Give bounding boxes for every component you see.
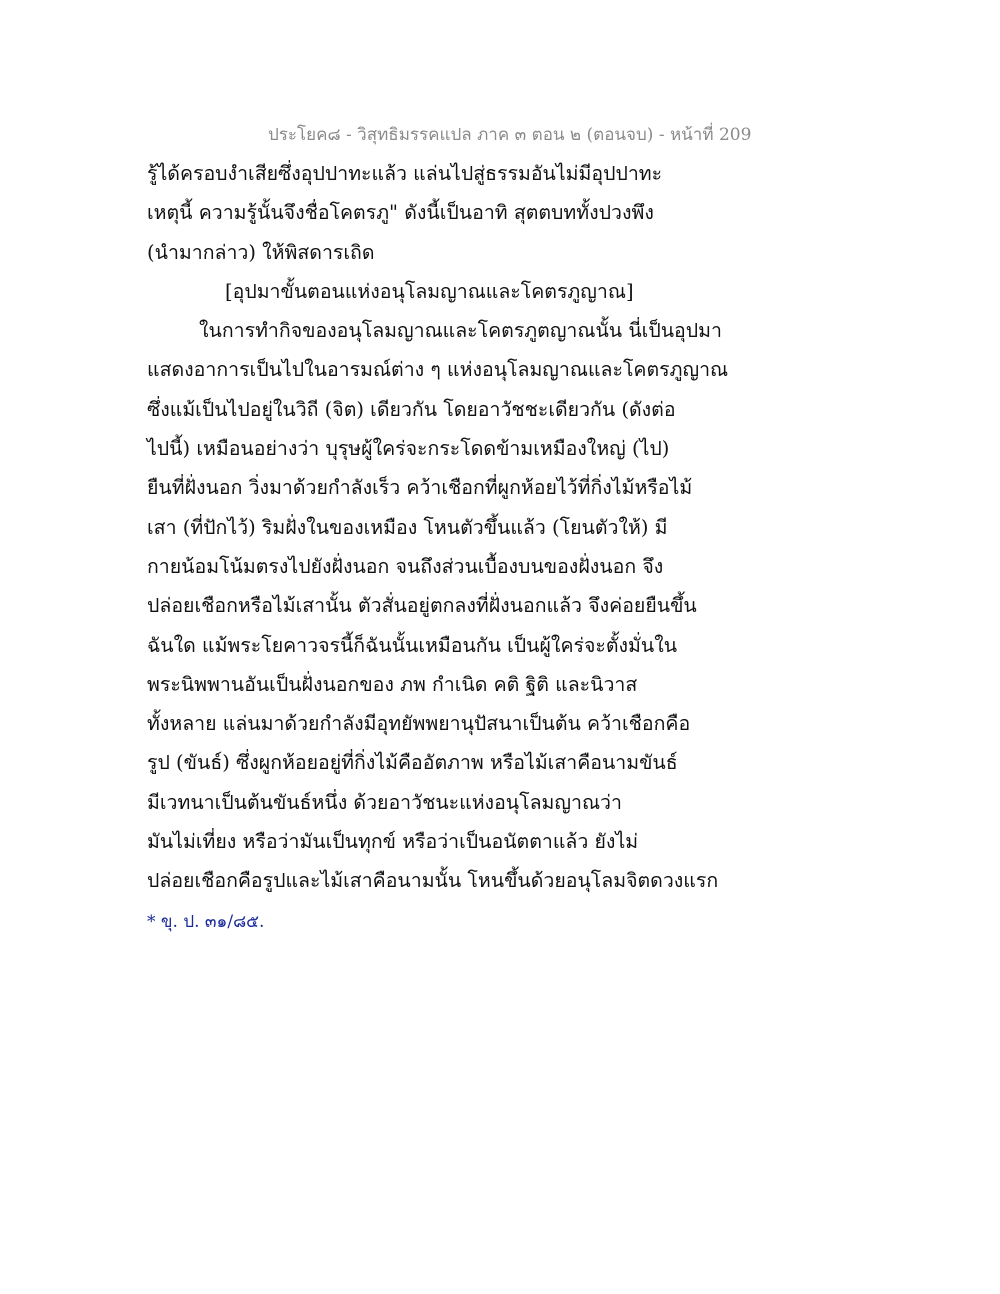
text-line: เหตุนี้ ความรู้นั้นจึงชื่อโคตรภู" ดังนี้เป็นอาทิ สุตตบททั้งปวงพึง [147,201,654,225]
text-line: ซึ่งแม้เป็นไปอยู่ในวิถี (จิต) เดียวกัน โดยอาวัชชะเดียวกัน (ดังต่อ [147,397,676,421]
paragraph-first-line: ในการทำกิจของอนุโลมญาณและโคตรภูตญาณนั้น นี่เป็นอุปมา [199,319,722,343]
text-line: ยืนที่ฝั่งนอก วิ่งมาด้วยกำลังเร็ว คว้าเชือกที่ผูกห้อยไว้ที่กิ่งไม้หรือไม้ [147,476,693,500]
running-header: ประโยค๘ - วิสุทธิมรรคแปล ภาค ๓ ตอน ๒ (ตอนจบ) - หน้าที่ 209 [268,125,752,145]
text-line: (นำมากล่าว) ให้พิสดารเถิด [147,240,375,264]
text-line: ทั้งหลาย แล่นมาด้วยกำลังมีอุทยัพพยานุปัสนาเป็นต้น คว้าเชือกคือ [147,712,691,736]
text-line: มันไม่เที่ยง หรือว่ามันเป็นทุกข์ หรือว่าเป็นอนัตตาแล้ว ยังไม่ [147,830,639,854]
text-line: ไปนี้) เหมือนอย่างว่า บุรุษผู้ใคร่จะกระโดดข้ามเหมืองใหญ่ (ไป) [147,437,670,461]
text-line: พระนิพพานอันเป็นฝั่งนอกของ ภพ กำเนิด คติ ฐิติ และนิวาส [147,672,638,696]
text-line: รูป (ขันธ์) ซึ่งผูกห้อยอยู่ที่กิ่งไม้คืออัตภาพ หรือไม้เสาคือนามขันธ์ [147,751,678,775]
text-line: กายน้อมโน้มตรงไปยังฝั่งนอก จนถึงส่วนเบื้องบนของฝั่งนอก จึง [147,554,664,578]
body-text [147,154,729,901]
text-line: มีเวทนาเป็นต้นขันธ์หนึ่ง ด้วยอาวัชนะแห่งอนุโลมญาณว่า [147,790,622,814]
section-heading: [อุปมาขั้นตอนแห่งอนุโลมญาณและโคตรภูญาณ] [225,279,634,303]
text-line: ปล่อยเชือกหรือไม้เสานั้น ตัวสั่นอยู่ตกลงที่ฝั่งนอกแล้ว จึงค่อยยืนขึ้น [147,594,697,618]
text-line: เสา (ที่ปักไว้) ริมฝั่งในของเหมือง โหนตัวขึ้นแล้ว (โยนตัวให้) มี [147,515,668,539]
footnote: * ขุ. ป. ๓๑/๘๕. [147,912,265,932]
text-line: ฉันใด แม้พระโยคาวจรนี้ก็ฉันนั้นเหมือนกัน เป็นผู้ใคร่จะตั้งมั่นใน [147,633,678,657]
text-line: รู้ได้ครอบงำเสียซึ่งอุปปาทะแล้ว แล่นไปสู่ธรรมอันไม่มีอุปปาทะ [147,162,663,185]
text-line: ปล่อยเชือกคือรูปและไม้เสาคือนามนั้น โหนขึ้นด้วยอนุโลมจิตดวงแรก [147,869,719,893]
text-line: แสดงอาการเป็นไปในอารมณ์ต่าง ๆ แห่งอนุโลมญาณและโคตรภูญาณ [147,358,729,382]
